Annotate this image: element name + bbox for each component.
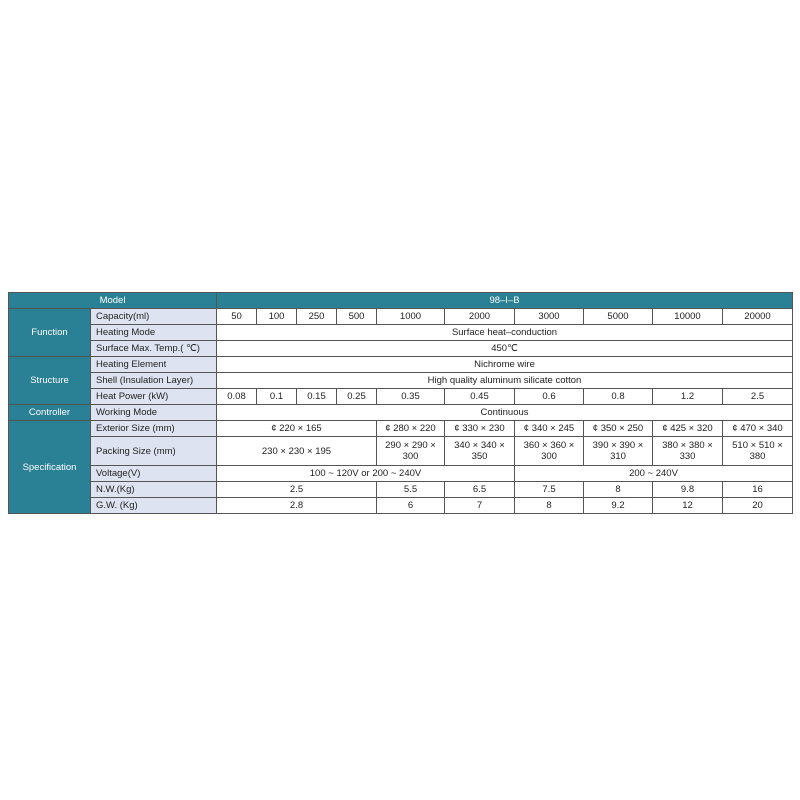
row-label-exterior-size: Exterior Size (mm) xyxy=(91,421,217,437)
heat-power-row xyxy=(9,389,793,405)
nw-cell: 16 xyxy=(723,482,793,498)
row-label-capacity: Capacity(ml) xyxy=(91,309,217,325)
heat-power-cell: 0.45 xyxy=(445,389,515,405)
working-mode-row xyxy=(9,405,793,421)
exterior-size-cell: ¢ 340 × 245 xyxy=(515,421,584,437)
packing-size-cell: 390 × 390 × 310 xyxy=(584,437,653,466)
capacity-cell: 100 xyxy=(257,309,297,325)
packing-size-cell: 290 × 290 × 300 xyxy=(377,437,445,466)
exterior-size-cell: ¢ 425 × 320 xyxy=(653,421,723,437)
packing-size-cell: 230 × 230 × 195 xyxy=(217,437,377,466)
nw-cell: 5.5 xyxy=(377,482,445,498)
row-label-nw: N.W.(Kg) xyxy=(91,482,217,498)
category-function: Function xyxy=(9,309,91,357)
row-label-voltage: Voltage(V) xyxy=(91,466,217,482)
exterior-size-cell: ¢ 220 × 165 xyxy=(217,421,377,437)
packing-size-cell: 510 × 510 × 380 xyxy=(723,437,793,466)
exterior-size-cell: ¢ 280 × 220 xyxy=(377,421,445,437)
nw-cell: 7.5 xyxy=(515,482,584,498)
heat-power-cell: 0.8 xyxy=(584,389,653,405)
heat-power-cell: 0.1 xyxy=(257,389,297,405)
capacity-cell: 2000 xyxy=(445,309,515,325)
heating-element-value: Nichrome wire xyxy=(217,357,793,373)
capacity-cell: 50 xyxy=(217,309,257,325)
surface-temp-value: 450℃ xyxy=(217,341,793,357)
row-label-heat-power: Heat Power (kW) xyxy=(91,389,217,405)
shell-value: High quality aluminum silicate cotton xyxy=(217,373,793,389)
capacity-cell: 20000 xyxy=(723,309,793,325)
category-controller: Controller xyxy=(9,405,91,421)
exterior-size-cell: ¢ 350 × 250 xyxy=(584,421,653,437)
capacity-cell: 10000 xyxy=(653,309,723,325)
capacity-cell: 500 xyxy=(337,309,377,325)
model-value: 98–I–B xyxy=(217,293,793,309)
packing-size-cell: 380 × 380 × 330 xyxy=(653,437,723,466)
gw-cell: 8 xyxy=(515,498,584,514)
heat-power-cell: 0.15 xyxy=(297,389,337,405)
row-label-gw: G.W. (Kg) xyxy=(91,498,217,514)
working-mode-value: Continuous xyxy=(217,405,793,421)
heat-power-cell: 1.2 xyxy=(653,389,723,405)
heat-power-cell: 2.5 xyxy=(723,389,793,405)
gw-cell: 6 xyxy=(377,498,445,514)
surface-temp-row xyxy=(9,341,793,357)
nw-cell: 6.5 xyxy=(445,482,515,498)
row-label-shell: Shell (Insulation Layer) xyxy=(91,373,217,389)
exterior-size-cell: ¢ 330 × 230 xyxy=(445,421,515,437)
category-specification: Specification xyxy=(9,421,91,514)
row-label-surface-temp: Surface Max. Temp.( ℃) xyxy=(91,341,217,357)
specification-table xyxy=(8,292,793,514)
voltage-cell: 200 ~ 240V xyxy=(515,466,793,482)
exterior-size-row xyxy=(9,421,793,437)
row-label-heating-element: Heating Element xyxy=(91,357,217,373)
gw-cell: 7 xyxy=(445,498,515,514)
shell-row xyxy=(9,373,793,389)
packing-size-cell: 340 × 340 × 350 xyxy=(445,437,515,466)
row-label-heating-mode: Heating Mode xyxy=(91,325,217,341)
voltage-row xyxy=(9,466,793,482)
gw-cell: 20 xyxy=(723,498,793,514)
category-structure: Structure xyxy=(9,357,91,405)
heating-mode-row xyxy=(9,325,793,341)
heating-element-row xyxy=(9,357,793,373)
nw-cell: 2.5 xyxy=(217,482,377,498)
capacity-cell: 5000 xyxy=(584,309,653,325)
gw-cell: 12 xyxy=(653,498,723,514)
gw-cell: 2.8 xyxy=(217,498,377,514)
gw-row xyxy=(9,498,793,514)
model-row xyxy=(9,293,793,309)
row-label-working-mode: Working Mode xyxy=(91,405,217,421)
heat-power-cell: 0.6 xyxy=(515,389,584,405)
capacity-cell: 1000 xyxy=(377,309,445,325)
capacity-cell: 250 xyxy=(297,309,337,325)
capacity-row xyxy=(9,309,793,325)
row-label-packing-size: Packing Size (mm) xyxy=(91,437,217,466)
nw-row xyxy=(9,482,793,498)
nw-cell: 8 xyxy=(584,482,653,498)
capacity-cell: 3000 xyxy=(515,309,584,325)
packing-size-row xyxy=(9,437,793,466)
heat-power-cell: 0.08 xyxy=(217,389,257,405)
packing-size-cell: 360 × 360 × 300 xyxy=(515,437,584,466)
model-label: Model xyxy=(9,293,217,309)
heating-mode-value: Surface heat–conduction xyxy=(217,325,793,341)
heat-power-cell: 0.25 xyxy=(337,389,377,405)
voltage-cell: 100 ~ 120V or 200 ~ 240V xyxy=(217,466,515,482)
exterior-size-cell: ¢ 470 × 340 xyxy=(723,421,793,437)
nw-cell: 9.8 xyxy=(653,482,723,498)
heat-power-cell: 0.35 xyxy=(377,389,445,405)
gw-cell: 9.2 xyxy=(584,498,653,514)
